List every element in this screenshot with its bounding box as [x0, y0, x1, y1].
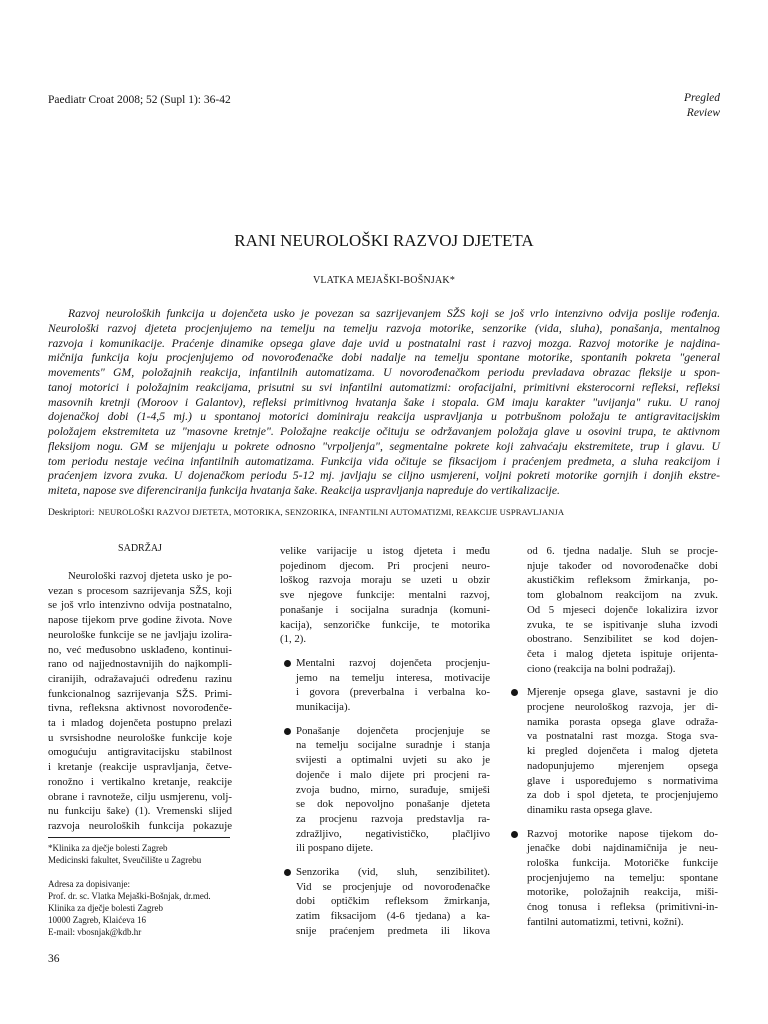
text-line: ta i mladog dojenčeta postupno prelazi — [48, 717, 232, 730]
column-2-intro — [280, 544, 490, 647]
text-line: zvuka, te se ispitivanje sluha izvodi — [527, 618, 718, 631]
text-line: u svrsishodne neurološke funkcije koje — [48, 731, 232, 744]
text-line: va postnatalni rast mozga. Stoga sva- — [527, 730, 718, 743]
text-line: od 6. tjedna nadalje. Sluh se procje- — [527, 545, 718, 557]
text-line: Vid se procjenjuje od novorođenačke — [296, 880, 490, 893]
page-number: 36 — [48, 953, 60, 965]
text-line: no, već međusobno usklađeno, kontinui- — [48, 643, 232, 656]
text-line: za procjenu razvoja predstavlja ra- — [296, 812, 490, 825]
text-line: obostrano. Senzibilitet se kod dojen- — [527, 633, 718, 646]
text-line: i kretanje (reakcije uspravljanja, četve- — [48, 761, 232, 774]
text-line: ćnog tonusa i refleksa (primitivni-in- — [527, 901, 718, 914]
text-line: Neurološki razvoj djeteta usko je po- — [68, 570, 232, 582]
article-type-croatian: Pregled — [684, 92, 720, 104]
column-3 — [510, 544, 718, 930]
text-line: Klinika za dječje bolesti Zagreb — [48, 903, 163, 913]
descriptors-terms: NEUROLOŠKI RAZVOJ DJETETA, MOTORIKA, SENZORIKA, INFANTILNI AUTOMATIZMI, REAKCIJE USPRAVLJANJA — [98, 507, 565, 517]
text-line: fantilni automatizmi, tetivni, kožni). — [527, 915, 684, 928]
text-line: jenačke dobi najdinamičnija je neu- — [527, 842, 718, 855]
text-line: procjene neurološkog razvoja, jer di- — [527, 701, 718, 714]
text-line: ronožno i vertikalno kretanje, reakcije — [48, 775, 232, 788]
bullet-text — [296, 656, 490, 715]
text-line: Razvoj neuroloških funkcija u dojenčeta usko je povezan sa sazrijevanjem SŽS koji se još vrlo intenzivno odvija poslije rođenja. — [68, 307, 720, 320]
text-line: na temelju socijalne suradnje i stanja — [296, 739, 490, 752]
bullet-icon — [284, 660, 291, 667]
text-line: vezan s procesom sazrijevanja SŽS, koji — [48, 584, 232, 597]
text-line: Mentalni razvoj dojenčeta procjenju- — [296, 656, 490, 669]
text-line: i govora (preverbalna i verbalna ko- — [296, 686, 490, 699]
bullet-icon — [511, 831, 518, 838]
text-line: tom globalnom reakcijom na zvuk. — [527, 589, 718, 602]
text-line: rano od najjednostavnijih do najkompli- — [48, 658, 232, 671]
text-line: dojenče i malo dijete pri procjeni ra- — [296, 768, 490, 781]
bullet-text — [527, 827, 718, 930]
text-line: Medicinski fakultet, Sveučilište u Zagrebu — [48, 855, 202, 865]
text-line: ki pregled dojenčeta i malog djeteta — [527, 745, 718, 758]
text-line: ciono (reakcija na bolni podražaj). — [527, 662, 676, 675]
bullet-text — [296, 865, 490, 939]
footnote-correspondence-address — [48, 878, 211, 938]
text-line: Od 5 mjeseci dojenče lokalizira izvor — [527, 603, 718, 616]
text-line: ciranijih, odražavajući određenu razinu — [48, 672, 232, 685]
text-line: Prof. dr. sc. Vlatka Mejaški-Bošnjak, dr.med. — [48, 891, 211, 901]
article-title: RANI NEUROLOŠKI RAZVOJ DJETETA — [234, 231, 534, 250]
text-line: Razvoj motorike napose tijekom do- — [527, 827, 718, 840]
text-line: praćenjem izvora zvuka. U dojenačkom periodu 5-12 mj. javljaju se ciljno usmjereni, voljni pokreti motorike gornjih i donjih ekstre- — [48, 469, 720, 483]
abstract — [48, 307, 720, 499]
text-line: razvoja neuroloških funkcija pokazuje — [48, 819, 232, 832]
column-2 — [280, 544, 490, 939]
text-line: mičnija funkcija koju procjenjujemo od novorođenačke dobi nadalje na temelju spontane motorike, spontanih pokreta "general — [48, 351, 720, 365]
text-line: E-mail: vbosnjak@kdb.hr — [48, 927, 142, 937]
text-line: razvoja i komunikacije. Praćenje dinamike opsega glave daje uvid u postnatalni rast i razvoj mozga. Razvoj motorike je najdina- — [48, 336, 720, 350]
section-heading: SADRŽAJ — [118, 543, 162, 554]
bullet-item-motor-development — [510, 827, 718, 930]
bullet-item-sensory — [280, 865, 490, 939]
text-line: munikacija). — [296, 701, 351, 714]
journal-reference: Paediatr Croat 2008; 52 (Supl 1): 36-42 — [48, 94, 231, 106]
text-line: masovnih kretnji (Moroov i Galantov), refleksi primitivnog hvatanja šake i stopala. GM imaju karakter "uvijanja" ruku. U ranoj — [48, 395, 720, 409]
text-line: neurološke funkcije se ne javljaju izolira- — [48, 628, 232, 641]
text-line: se još vrlo intenzivno odvija postnatalno, — [48, 599, 232, 612]
text-line: zdražljivo, negativističko, plačljivo — [296, 827, 490, 840]
article-type-english: Review — [686, 107, 720, 119]
footnote-divider — [48, 837, 230, 838]
text-line: fleksijom nogu. GM se mijenjaju u pokrete odnosno "vrpoljenja", segmentalne pokrete koji zahvaćaju ekstremitete, trup i glavu. U — [48, 439, 720, 453]
bullet-icon — [511, 689, 518, 696]
text-line: Senzorika (vid, sluh, senzibilitet). — [296, 866, 490, 879]
article-author: VLATKA MEJAŠKI-BOŠNJAK* — [312, 275, 456, 286]
footnote-affiliation — [48, 842, 201, 866]
text-line: kacija), senzoričke funkcije, te motorika — [280, 618, 490, 631]
text-line: četa i malog djeteta ispituje orijenta- — [527, 647, 718, 660]
text-line: procjenjujemo na temelju: spontane — [527, 871, 718, 884]
text-line: ponašanje i socijalna suradnja (komuni- — [280, 603, 490, 616]
text-line: tanoj motorici i položajnim reakcijama, prisutni su svi infantilni automatizmi: orofacijalni, primitivni eksterocorni refleksi, refleksi — [48, 380, 720, 394]
text-line: Ponašanje dojenčeta procjenjuje se — [296, 724, 490, 737]
text-line: Mjerenje opsega glave, sastavni je dio — [527, 686, 718, 699]
text-line: (1, 2). — [280, 633, 307, 646]
text-line: napose tijekom prve godine života. Nove — [48, 614, 232, 627]
text-line: nadopunjujemo mjerenjem opsega — [527, 759, 718, 772]
column-1-text — [48, 569, 232, 834]
text-line: rološka funkcija. Motoričke funkcije — [527, 857, 718, 870]
text-line: svijesti a optimalni uvjeti su ako je — [296, 754, 490, 767]
text-line: 10000 Zagreb, Klaićeva 16 — [48, 915, 146, 925]
text-line: dobi optičkim refleksom žmirkanja, — [296, 895, 490, 908]
text-line: motorike, položajnih reakcija, miši- — [527, 886, 718, 899]
text-line: jemo na temelju interesa, motivacije — [296, 671, 490, 684]
text-line: za dob i spol djeteta, te procjenjujemo — [527, 789, 718, 802]
text-line: položajem ekstremiteta uz "masovne kretnje". Položajne reakcije očituju se održavanjem položaja glave u osovini trupa, te aktivnom — [48, 425, 720, 438]
text-line: dinamiku rasta opsega glave. — [527, 803, 653, 816]
bullet-item-head-circumference — [510, 685, 718, 817]
article-type — [684, 91, 720, 121]
text-line: sve njegove funkcije: mentalni razvoj, — [280, 589, 490, 602]
text-line: velike varijacije u istog djeteta i među — [280, 545, 490, 557]
text-line: Neurološki razvoj djeteta procjenjujemo na temelju na temelju razvoja motorike, senzorike (vida, sluha), ponašanja, mentalnog — [48, 321, 720, 335]
bullet-text — [296, 724, 490, 856]
descriptors-label: Deskriptori: — [48, 507, 95, 518]
text-line: zatim fiksacijom (4-6 tjedana) a ka- — [296, 910, 490, 923]
text-line: ili pospano dijete. — [296, 842, 374, 855]
bullet-item-mental-development — [280, 656, 490, 715]
text-line: miteta, napose sve diferenciranija funkcija hvatanja šake. Reakcija uspravljanja napreduje do vertikalizacije. — [48, 484, 560, 497]
text-line: funkcionalnog sazrijevanja SŽS. Primi- — [48, 687, 232, 700]
text-line: se dok nepovoljno ponašanje djeteta — [296, 798, 490, 811]
text-line: omogućuju antigravitacijsku stabilnost — [48, 746, 232, 759]
descriptors — [48, 505, 564, 519]
text-line: snije praćenjem predmeta ili likova — [296, 924, 490, 937]
bullet-text — [527, 685, 718, 817]
text-line: nu funkciju šake) (1). Vremenski slijed — [48, 805, 232, 818]
text-line: dojenačkoj dobi (1-4,5 mj.) u spontanoj motorici dominiraju reakcija uspravljanja u potrbušnom položaju te antigravitacijskim — [48, 410, 720, 424]
text-line: glave i uspoređujemo s normativima — [527, 774, 718, 787]
text-line: pojedinom djecom. Pri procjeni neuro- — [280, 559, 490, 572]
text-line: zvoja budno, mirno, surađuje, smiješi — [296, 783, 490, 796]
bullet-icon — [284, 728, 291, 735]
text-line: akustičkim refleksom žmirkanja, po- — [527, 574, 718, 587]
text-line: njuje također od novorođenačke dobi — [527, 559, 718, 572]
column-3-continuation — [510, 544, 718, 676]
text-line: tivna, refleksna aktivnost novorođenče- — [48, 702, 232, 715]
text-line: movements" GM, položajnih reakcija, infantilnih automatizama. U novorođenačkom periodu prevladava obrazac fleksije u spon- — [48, 366, 720, 379]
bullet-item-behaviour — [280, 724, 490, 856]
text-line: tom periodu nestaje većina infantilnih automatizama. Funkcija vida očituje se fiksacijom i praćenjem predmeta, a sluha reakcijom i — [48, 454, 720, 468]
text-line: Adresa za dopisivanje: — [48, 879, 130, 889]
text-line: namika porasta opsega glave odraža- — [527, 715, 718, 728]
text-line: loškog razvoja moraju se uzeti u obzir — [280, 574, 490, 587]
text-line: *Klinika za dječje bolesti Zagreb — [48, 843, 168, 853]
bullet-icon — [284, 869, 291, 876]
text-line: obrane i ravnoteže, cilju usmjerenu, volj- — [48, 790, 232, 803]
